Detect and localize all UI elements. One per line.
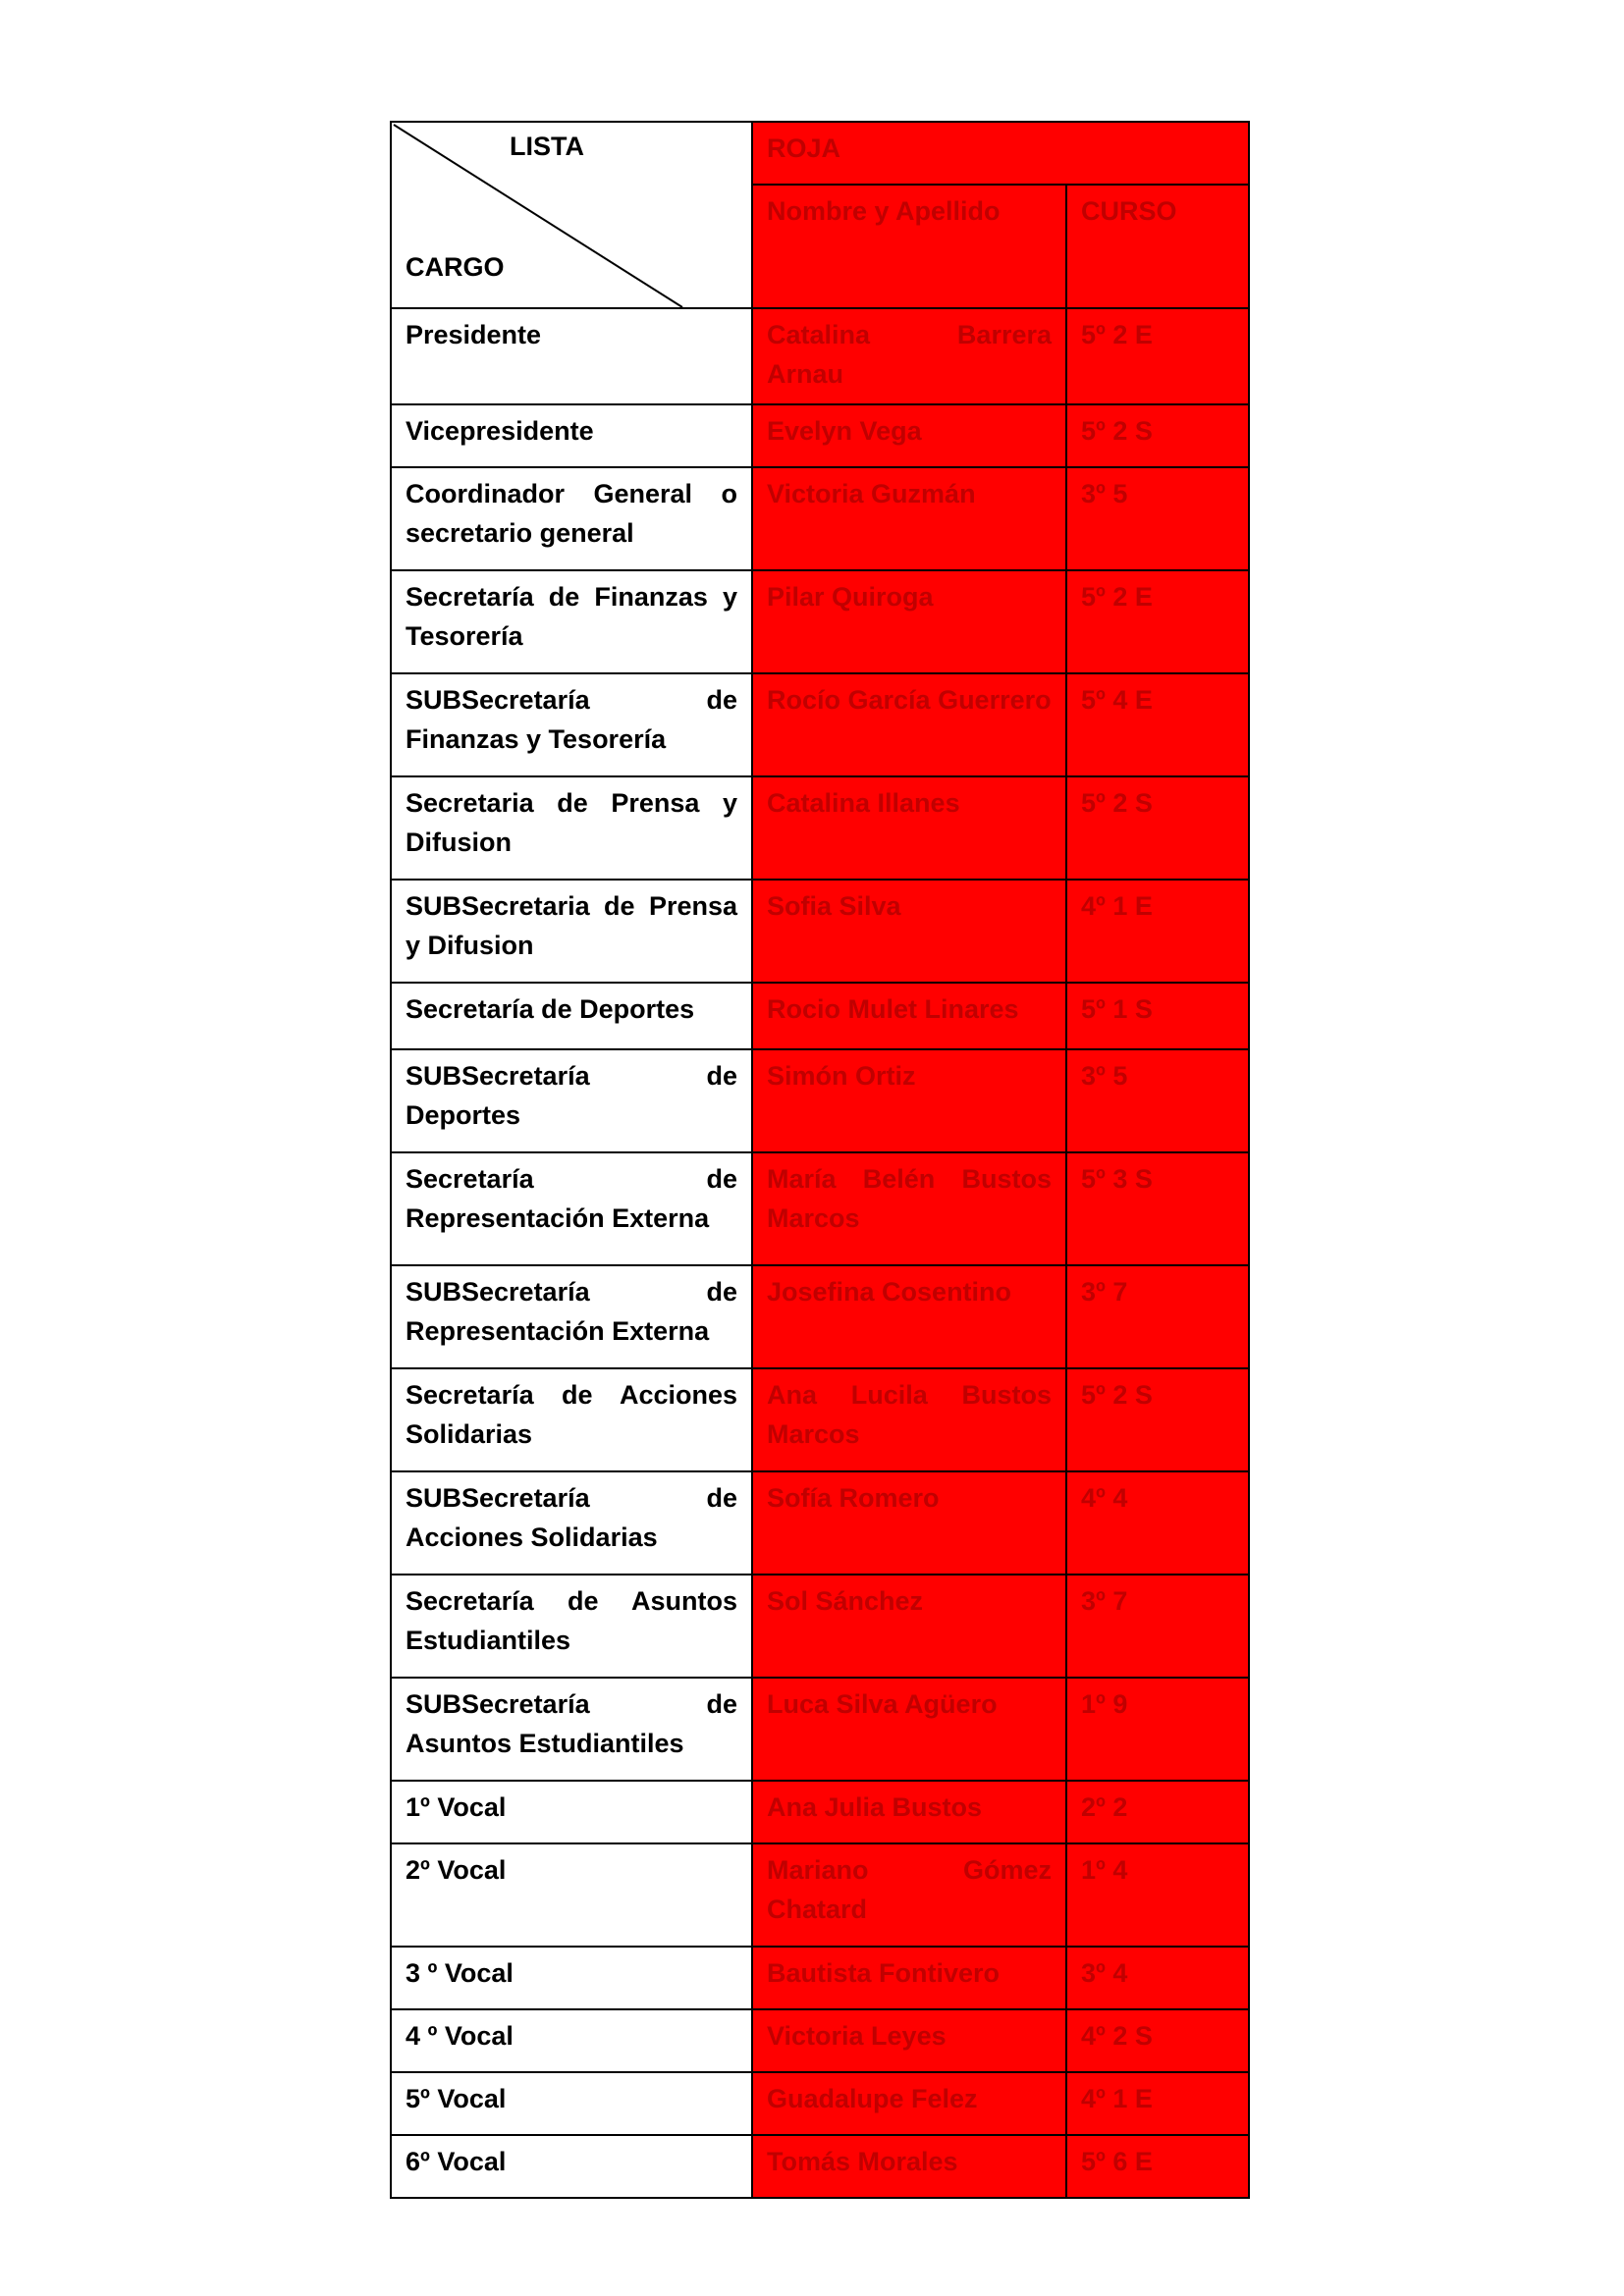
curso-cell: 2º 2 bbox=[1066, 1781, 1249, 1843]
curso-cell: 5º 2 E bbox=[1066, 308, 1249, 404]
curso-cell: 3º 4 bbox=[1066, 1947, 1249, 2009]
candidate-name-cell: Rocio Mulet Linares bbox=[752, 983, 1066, 1049]
table-row bbox=[391, 1781, 1249, 1843]
candidate-name-cell: Tomás Morales bbox=[752, 2135, 1066, 2198]
cargo-cell: Vicepresidente bbox=[391, 404, 752, 467]
candidate-name-cell: Sofía Romero bbox=[752, 1471, 1066, 1575]
cargo-cell: Secretaría de Finanzas y Tesorería bbox=[391, 570, 752, 673]
curso-cell: 5º 2 S bbox=[1066, 404, 1249, 467]
candidate-name-cell: Catalina Illanes bbox=[752, 776, 1066, 880]
cargo-cell: Secretaría de Asuntos Estudiantiles bbox=[391, 1575, 752, 1678]
cargo-cell: 5º Vocal bbox=[391, 2072, 752, 2135]
candidate-name-cell: Josefina Cosentino bbox=[752, 1265, 1066, 1368]
curso-cell: 3º 5 bbox=[1066, 467, 1249, 570]
curso-cell: 5º 6 E bbox=[1066, 2135, 1249, 2198]
candidate-name-cell: Sol Sánchez bbox=[752, 1575, 1066, 1678]
cargo-cell: 3 º Vocal bbox=[391, 1947, 752, 2009]
candidate-name-cell: Ana Julia Bustos bbox=[752, 1781, 1066, 1843]
table-row bbox=[391, 1575, 1249, 1678]
cargo-cell: Secretaría de Acciones Solidarias bbox=[391, 1368, 752, 1471]
candidate-name-cell: Bautista Fontivero bbox=[752, 1947, 1066, 2009]
table-row bbox=[391, 2135, 1249, 2198]
cargo-cell: Secretaria de Prensa y Difusion bbox=[391, 776, 752, 880]
cargo-cell: 4 º Vocal bbox=[391, 2009, 752, 2072]
cargo-cell: Secretaría de Representación Externa bbox=[391, 1152, 752, 1265]
curso-cell: 5º 2 E bbox=[1066, 570, 1249, 673]
cargo-cell: SUBSecretaría de Asuntos Estudiantiles bbox=[391, 1678, 752, 1781]
curso-cell: 5º 2 S bbox=[1066, 776, 1249, 880]
table-row bbox=[391, 1947, 1249, 2009]
curso-cell: 4º 1 E bbox=[1066, 2072, 1249, 2135]
table-row bbox=[391, 1843, 1249, 1947]
candidate-name-cell: Ana Lucila Bustos Marcos bbox=[752, 1368, 1066, 1471]
table-row bbox=[391, 880, 1249, 983]
diagonal-header-cell bbox=[391, 122, 752, 308]
table-row bbox=[391, 1265, 1249, 1368]
candidate-name-cell: Catalina Barrera Arnau bbox=[752, 308, 1066, 404]
curso-cell: 1º 9 bbox=[1066, 1678, 1249, 1781]
table-row bbox=[391, 467, 1249, 570]
table-row bbox=[391, 308, 1249, 404]
table-row bbox=[391, 1471, 1249, 1575]
curso-cell: 3º 7 bbox=[1066, 1265, 1249, 1368]
name-column-header: Nombre y Apellido bbox=[752, 185, 1066, 308]
table-row bbox=[391, 2009, 1249, 2072]
table-row bbox=[391, 1368, 1249, 1471]
candidate-name-cell: María Belén Bustos Marcos bbox=[752, 1152, 1066, 1265]
cargo-label: CARGO bbox=[406, 252, 505, 282]
cargo-cell: 6º Vocal bbox=[391, 2135, 752, 2198]
curso-cell: 5º 3 S bbox=[1066, 1152, 1249, 1265]
curso-column-header: CURSO bbox=[1066, 185, 1249, 308]
candidate-name-cell: Rocío García Guerrero bbox=[752, 673, 1066, 776]
table-row bbox=[391, 673, 1249, 776]
cargo-cell: SUBSecretaría de Acciones Solidarias bbox=[391, 1471, 752, 1575]
header-row-1 bbox=[391, 122, 1249, 185]
candidate-name-cell: Pilar Quiroga bbox=[752, 570, 1066, 673]
table-row bbox=[391, 1152, 1249, 1265]
candidate-name-cell: Victoria Leyes bbox=[752, 2009, 1066, 2072]
curso-cell: 4º 4 bbox=[1066, 1471, 1249, 1575]
curso-cell: 1º 4 bbox=[1066, 1843, 1249, 1947]
cargo-cell: 2º Vocal bbox=[391, 1843, 752, 1947]
cargo-cell: SUBSecretaría de Finanzas y Tesorería bbox=[391, 673, 752, 776]
cargo-cell: SUBSecretaria de Prensa y Difusion bbox=[391, 880, 752, 983]
list-name-cell: ROJA bbox=[752, 122, 1249, 185]
table-row bbox=[391, 983, 1249, 1049]
curso-cell: 5º 2 S bbox=[1066, 1368, 1249, 1471]
table-row bbox=[391, 2072, 1249, 2135]
candidate-name-cell: Evelyn Vega bbox=[752, 404, 1066, 467]
curso-cell: 3º 5 bbox=[1066, 1049, 1249, 1152]
candidate-name-cell: Guadalupe Felez bbox=[752, 2072, 1066, 2135]
table-row bbox=[391, 570, 1249, 673]
curso-cell: 5º 4 E bbox=[1066, 673, 1249, 776]
table-row bbox=[391, 404, 1249, 467]
table-row bbox=[391, 776, 1249, 880]
cargo-cell: 1º Vocal bbox=[391, 1781, 752, 1843]
candidate-name-cell: Mariano Gómez Chatard bbox=[752, 1843, 1066, 1947]
curso-cell: 4º 2 S bbox=[1066, 2009, 1249, 2072]
lista-label: LISTA bbox=[510, 132, 584, 161]
table-row bbox=[391, 1049, 1249, 1152]
cargo-cell: Coordinador General o secretario general bbox=[391, 467, 752, 570]
curso-cell: 3º 7 bbox=[1066, 1575, 1249, 1678]
cargo-cell: SUBSecretaría de Deportes bbox=[391, 1049, 752, 1152]
cargo-cell: Secretaría de Deportes bbox=[391, 983, 752, 1049]
table-row bbox=[391, 1678, 1249, 1781]
candidate-name-cell: Luca Silva Agüero bbox=[752, 1678, 1066, 1781]
cargo-cell: Presidente bbox=[391, 308, 752, 404]
candidate-list-table bbox=[390, 121, 1250, 2199]
candidate-name-cell: Sofia Silva bbox=[752, 880, 1066, 983]
curso-cell: 4º 1 E bbox=[1066, 880, 1249, 983]
candidate-name-cell: Victoria Guzmán bbox=[752, 467, 1066, 570]
curso-cell: 5º 1 S bbox=[1066, 983, 1249, 1049]
cargo-cell: SUBSecretaría de Representación Externa bbox=[391, 1265, 752, 1368]
candidate-name-cell: Simón Ortiz bbox=[752, 1049, 1066, 1152]
